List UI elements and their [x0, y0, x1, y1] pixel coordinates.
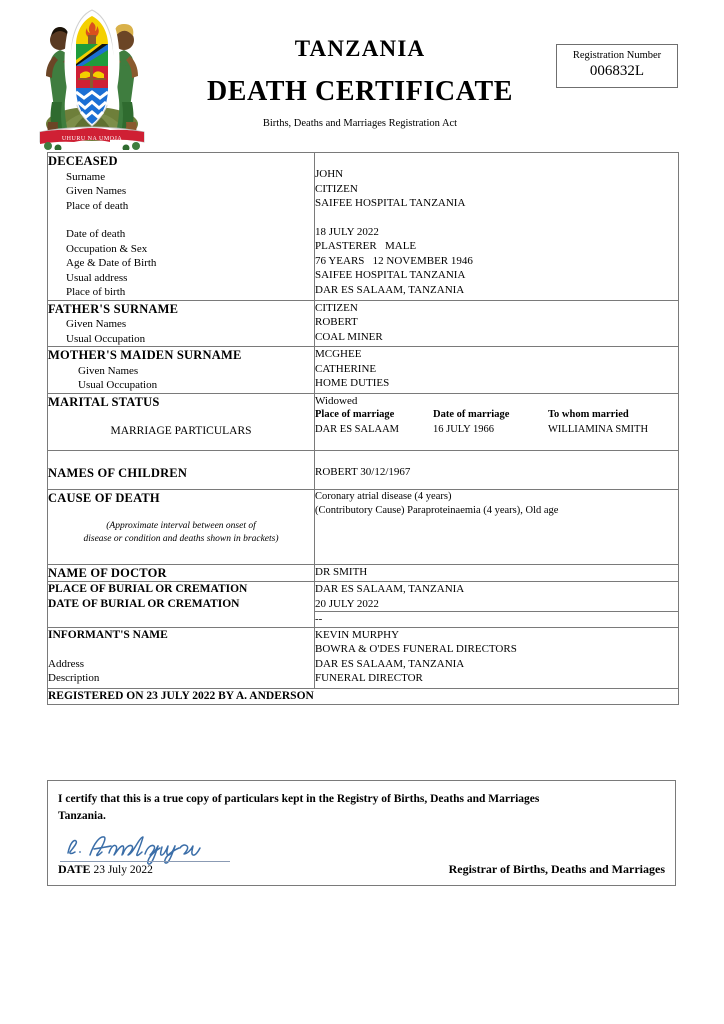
label-father-given-names: Given Names: [66, 318, 127, 331]
father-values-cell: [315, 300, 679, 347]
table-row-informant: [48, 627, 679, 688]
value-marital-status: Widowed: [315, 394, 358, 407]
burial-label-cell: [48, 582, 315, 628]
value-father-surname: CITIZEN: [315, 301, 358, 314]
date-value: 23 July 2022: [93, 864, 153, 876]
value-surname: JOHN: [315, 168, 344, 180]
value-burial-place: DAR ES SALAAM, TANZANIA: [315, 583, 465, 596]
label-informant-description: Description: [48, 672, 100, 685]
registrar-signature: [60, 831, 240, 865]
doctor-label-cell: [48, 564, 315, 582]
label-surname: Surname: [66, 170, 106, 183]
value-informant-description: FUNERAL DIRECTOR: [315, 672, 423, 685]
mother-labels-cell: [48, 347, 315, 394]
spacer: [48, 643, 314, 657]
informant-labels-cell: [48, 627, 315, 688]
label-given-names: Given Names: [66, 185, 127, 198]
label-mother-given-names: Given Names: [78, 364, 139, 377]
value-date-of-death: 18 JULY 2022: [315, 225, 379, 238]
label-informant-address: Address: [48, 657, 85, 670]
value-occupation-sex: PLASTERER MALE: [315, 240, 417, 253]
cause-of-death-note-line1: (Approximate interval between onset of: [106, 521, 256, 532]
label-place-of-birth: Place of birth: [66, 286, 126, 299]
deceased-values-cell: [315, 153, 679, 301]
value-burial-extra: --: [315, 613, 323, 626]
children-value-cell: [315, 450, 679, 489]
children-label-cell: [48, 450, 315, 489]
value-age-dob: 76 YEARS 12 NOVEMBER 1946: [315, 254, 473, 267]
marital-values-cell: [315, 393, 679, 450]
cause-of-death-heading: CAUSE OF DEATH: [48, 490, 160, 505]
table-row-father: [48, 300, 679, 347]
mother-values-cell: [315, 347, 679, 394]
marriage-particulars-headers: [315, 408, 678, 423]
value-given-names: CITIZEN: [315, 182, 358, 195]
label-mother-occupation: Usual Occupation: [78, 379, 158, 392]
label-date-of-death: Date of death: [66, 228, 126, 241]
burial-date-heading: DATE OF BURIAL OR CREMATION: [48, 598, 240, 611]
cause-of-death-value-cell: [315, 489, 679, 564]
value-place-of-birth: DAR ES SALAAM, TANZANIA: [315, 283, 465, 296]
marriage-particulars-values: [315, 423, 678, 438]
marriage-particulars-label: MARRIAGE PARTICULARS: [110, 425, 252, 438]
value-usual-address: SAIFEE HOSPITAL TANZANIA: [315, 269, 466, 282]
value-father-given-names: ROBERT: [315, 316, 358, 329]
table-row-burial: [48, 582, 679, 612]
label-father-occupation: Usual Occupation: [66, 332, 146, 345]
father-labels-cell: [48, 300, 315, 347]
header-date-of-marriage: Date of marriage: [433, 409, 510, 421]
cause-of-death-label-cell: [48, 489, 315, 564]
value-place-of-death: SAIFEE HOSPITAL TANZANIA: [315, 197, 466, 210]
mother-heading: MOTHER'S MAIDEN SURNAME: [48, 348, 242, 363]
registration-number-value: 006832L: [589, 63, 645, 80]
value-mother-given-names: CATHERINE: [315, 362, 377, 375]
coat-of-arms-icon: [22, 4, 162, 150]
svg-text:UHURU NA UMOJA: UHURU NA UMOJA: [61, 136, 123, 142]
registered-text: REGISTERED ON 23 JULY 2022 BY A. ANDERSON: [48, 689, 314, 702]
spacer: [48, 451, 314, 465]
table-row-deceased: [48, 153, 679, 301]
registration-number-box: [556, 44, 678, 88]
value-mother-surname: MCGHEE: [315, 348, 362, 361]
value-place-of-marriage: DAR ES SALAAM: [315, 423, 400, 435]
value-informant-address: DAR ES SALAAM, TANZANIA: [315, 657, 465, 670]
certificate-table: [47, 152, 679, 705]
registration-number-label: Registration Number: [572, 50, 662, 61]
informant-heading: INFORMANT'S NAME: [48, 628, 168, 641]
spacer: [315, 153, 678, 167]
burial-place-heading: PLACE OF BURIAL OR CREMATION: [48, 583, 248, 596]
spacer: [48, 213, 314, 227]
cause-of-death-note-line2: disease or condition and deaths shown in brackets): [83, 534, 279, 544]
act-subtitle: Births, Deaths and Marriages Registration Act: [262, 118, 458, 130]
value-date-of-marriage: 16 JULY 1966: [433, 423, 494, 435]
certification-date: [58, 862, 153, 877]
deceased-labels-cell: [48, 153, 315, 301]
doctor-value-cell: [315, 564, 679, 582]
burial-extra-cell: [315, 612, 679, 628]
certification-statement: [58, 791, 658, 824]
children-heading: NAMES OF CHILDREN: [48, 465, 188, 480]
certification-box: [47, 780, 676, 886]
label-usual-address: Usual address: [66, 271, 128, 284]
table-row-mother: [48, 347, 679, 394]
marital-status-heading: MARITAL STATUS: [48, 394, 160, 409]
value-informant-name: KEVIN MURPHY: [315, 628, 400, 641]
title-block: [180, 36, 540, 131]
father-heading: FATHER'S SURNAME: [48, 301, 179, 316]
marital-labels-cell: [48, 393, 315, 450]
label-place-of-death: Place of death: [66, 199, 129, 212]
label-age-dob: Age & Date of Birth: [66, 257, 157, 270]
table-row-cause-of-death: [48, 489, 679, 564]
spacer: [48, 410, 314, 424]
value-informant-organisation: BOWRA & O'DES FUNERAL DIRECTORS: [315, 643, 517, 656]
table-row-marital-status: [48, 393, 679, 450]
registrar-title: Registrar of Births, Deaths and Marriages: [448, 862, 665, 876]
certification-line2: Tanzania.: [58, 809, 106, 822]
value-father-occupation: COAL MINER: [315, 330, 383, 343]
table-row-registered: [48, 688, 679, 704]
value-children: ROBERT 30/12/1967: [315, 465, 411, 478]
country-title: TANZANIA: [294, 36, 426, 61]
certificate-header: [0, 0, 724, 150]
informant-values-cell: [315, 627, 679, 688]
value-mother-occupation: HOME DUTIES: [315, 377, 390, 390]
table-row-children: [48, 450, 679, 489]
doctor-heading: NAME OF DOCTOR: [48, 565, 167, 580]
deceased-heading: DECEASED: [48, 154, 118, 168]
certification-line1: I certify that this is a true copy of particulars kept in the Registry of Births, Deaths and Marriages: [58, 793, 540, 805]
registered-cell: [48, 688, 679, 704]
header-place-of-marriage: Place of marriage: [315, 409, 395, 421]
spacer: [315, 451, 678, 465]
table-row-doctor: [48, 564, 679, 582]
value-cause-line2: (Contributory Cause) Paraproteinaemia (4 years), Old age: [315, 504, 559, 516]
document-title: DEATH CERTIFICATE: [206, 76, 514, 108]
value-doctor: DR SMITH: [315, 565, 368, 578]
date-label: DATE: [58, 862, 91, 876]
spacer: [315, 211, 678, 225]
burial-value-cell: [315, 582, 679, 612]
header-to-whom-married: To whom married: [548, 409, 629, 421]
value-to-whom-married: WILLIAMINA SMITH: [548, 423, 649, 435]
spacer: [48, 506, 314, 520]
value-cause-line1: Coronary atrial disease (4 years): [315, 490, 452, 502]
label-occupation-sex: Occupation & Sex: [66, 242, 148, 255]
value-burial-date: 20 JULY 2022: [315, 597, 379, 610]
